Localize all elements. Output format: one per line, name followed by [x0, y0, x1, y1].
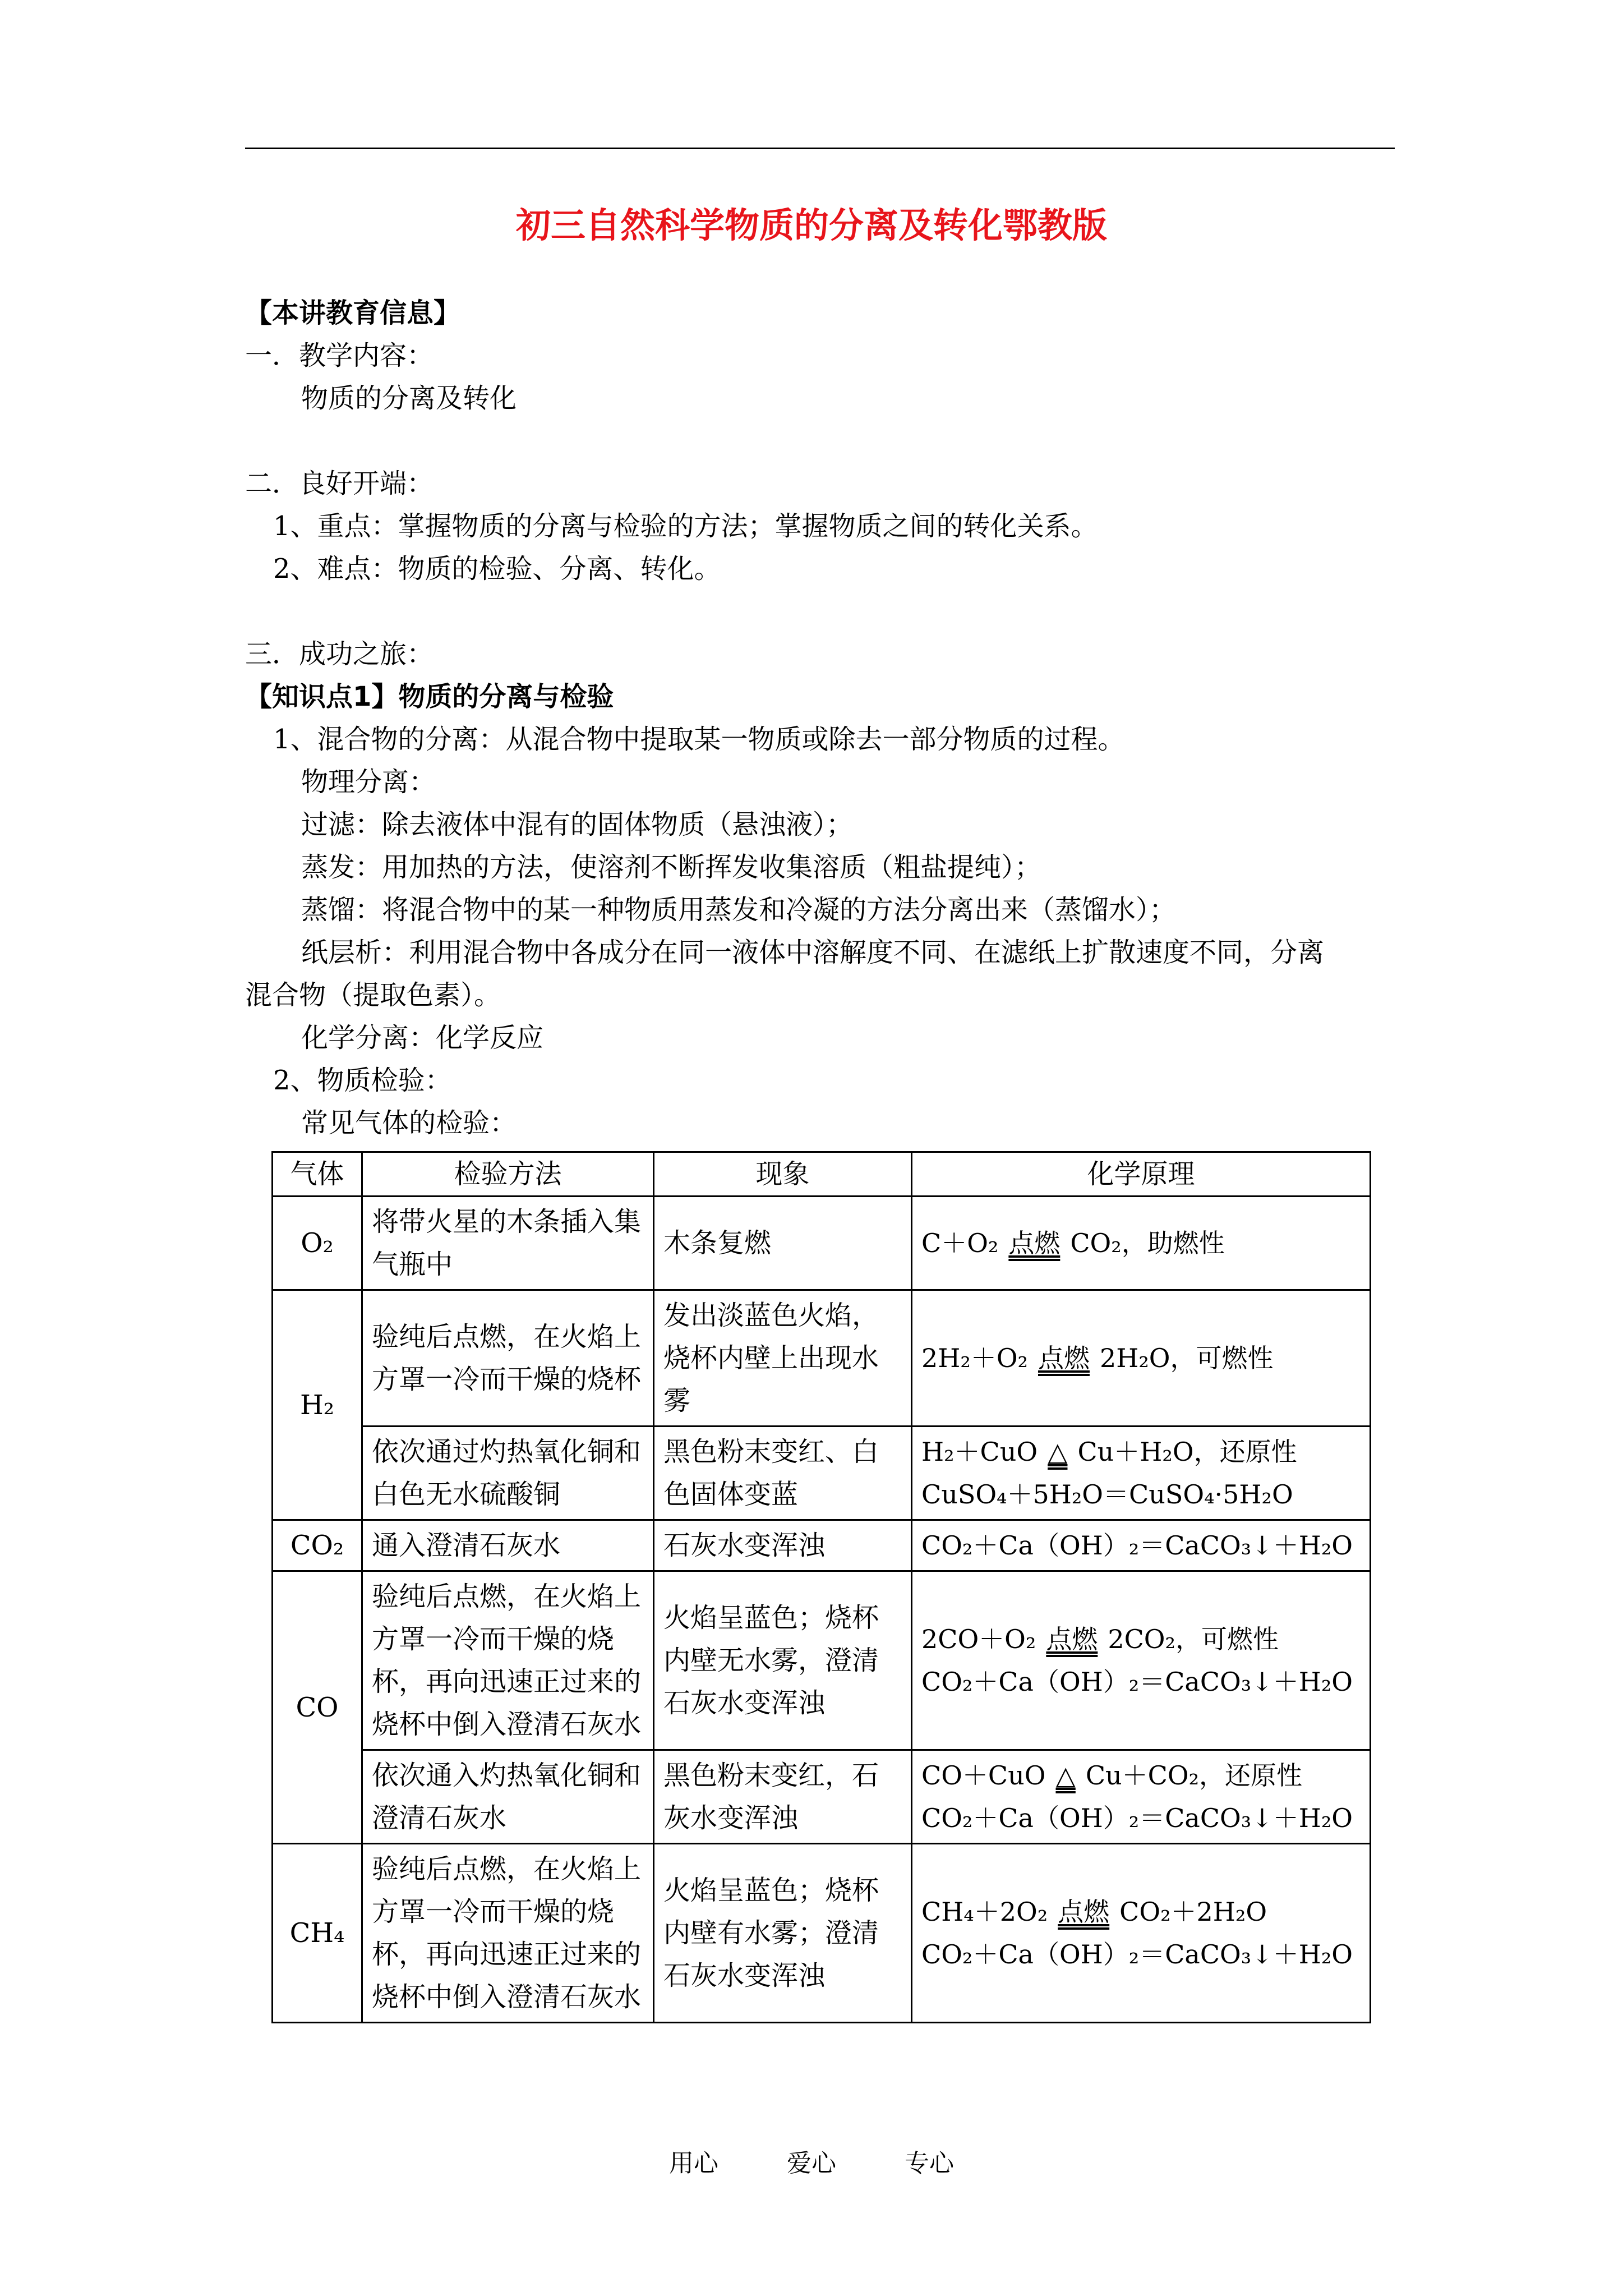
- header-rule: [245, 148, 1395, 149]
- principle: [912, 1290, 1371, 1427]
- table-row: [273, 1197, 1371, 1290]
- equation-right: Cu＋H₂O，还原性: [1077, 1437, 1297, 1467]
- reaction-condition: △: [1048, 1437, 1068, 1467]
- gas-name: H₂: [273, 1290, 362, 1520]
- key-point: 1、重点：掌握物质的分离与检验的方法；掌握物质之间的转化关系。: [273, 510, 1098, 542]
- gas-name: CO₂: [273, 1520, 362, 1571]
- principle: [912, 1571, 1371, 1750]
- table-row: [273, 1750, 1371, 1844]
- table-header-row: [273, 1152, 1371, 1197]
- chromatography-text-cont: 混合物（提取色素）。: [245, 979, 501, 1011]
- principle: [912, 1750, 1371, 1844]
- header-method: 检验方法: [362, 1152, 654, 1197]
- equation-left: H₂＋CuO: [921, 1437, 1038, 1467]
- header-phenomenon: 现象: [654, 1152, 912, 1197]
- header-gas: 气体: [273, 1152, 362, 1197]
- test-method: 验纯后点燃，在火焰上方罩一冷而干燥的烧杯，再向迅速正过来的烧杯中倒入澄清石灰水: [362, 1571, 654, 1750]
- section-header: 【本讲教育信息】: [245, 297, 461, 329]
- equation: CO₂＋Ca（OH）₂＝CaCO₃↓＋H₂O: [921, 1939, 1353, 1970]
- test-method: 验纯后点燃，在火焰上方罩一冷而干燥的烧杯: [362, 1290, 654, 1427]
- filtration-text: 过滤：除去液体中混有的固体物质（悬浊液）；: [301, 809, 854, 840]
- equation-left: CO＋CuO: [921, 1760, 1046, 1791]
- reaction-condition: 点燃: [1008, 1228, 1061, 1258]
- gas-name: O₂: [273, 1197, 362, 1290]
- phenomenon: 火焰呈蓝色；烧杯内壁无水雾，澄清石灰水变浑浊: [654, 1571, 912, 1750]
- equation-right: 2H₂O，可燃性: [1099, 1343, 1274, 1373]
- equation-right: CO₂，助燃性: [1070, 1228, 1225, 1258]
- heading-teaching-content: 一．教学内容：: [245, 340, 434, 371]
- phenomenon: 木条复燃: [654, 1197, 912, 1290]
- test-method: 验纯后点燃，在火焰上方罩一冷而干燥的烧杯，再向迅速正过来的烧杯中倒入澄清石灰水: [362, 1844, 654, 2023]
- footer-word: 专心: [905, 2149, 954, 2178]
- knowledge-point-1: 【知识点1】物质的分离与检验: [245, 681, 614, 712]
- principle: CO₂＋Ca（OH）₂＝CaCO₃↓＋H₂O: [912, 1520, 1371, 1571]
- page-footer: [0, 2143, 1623, 2179]
- table-row: [273, 1427, 1371, 1520]
- phenomenon: 黑色粉末变红，石灰水变浑浊: [654, 1750, 912, 1844]
- reaction-condition: 点燃: [1038, 1343, 1090, 1373]
- reaction-condition: △: [1055, 1760, 1076, 1791]
- header-principle: 化学原理: [912, 1152, 1371, 1197]
- principle: [912, 1844, 1371, 2023]
- heading-success: 三．成功之旅：: [245, 638, 434, 670]
- phenomenon: 石灰水变浑浊: [654, 1520, 912, 1571]
- equation-right: Cu＋CO₂，还原性: [1085, 1760, 1303, 1791]
- equation-left: 2H₂＋O₂: [921, 1343, 1028, 1373]
- chemical-separation: 化学分离：化学反应: [301, 1022, 544, 1053]
- physical-separation: 物理分离：: [301, 766, 436, 798]
- equation-left: 2CO＋O₂: [921, 1624, 1036, 1654]
- test-method: 依次通过灼热氧化铜和白色无水硫酸铜: [362, 1427, 654, 1520]
- table-row: [273, 1844, 1371, 2023]
- gas-testing-caption: 常见气体的检验：: [301, 1107, 517, 1139]
- test-method: 通入澄清石灰水: [362, 1520, 654, 1571]
- phenomenon: 黑色粉末变红、白色固体变蓝: [654, 1427, 912, 1520]
- reaction-condition: 点燃: [1046, 1624, 1098, 1654]
- equation-left: C＋O₂: [921, 1228, 999, 1258]
- heading-good-start: 二．良好开端：: [245, 468, 434, 499]
- equation: CO₂＋Ca（OH）₂＝CaCO₃↓＋H₂O: [921, 1803, 1353, 1833]
- phenomenon: 火焰呈蓝色；烧杯内壁有水雾；澄清石灰水变浑浊: [654, 1844, 912, 2023]
- reaction-condition: 点燃: [1058, 1897, 1110, 1927]
- equation: CO₂＋Ca（OH）₂＝CaCO₃↓＋H₂O: [921, 1667, 1353, 1697]
- table-row: [273, 1571, 1371, 1750]
- table-row: [273, 1290, 1371, 1427]
- principle: [912, 1197, 1371, 1290]
- gas-testing-table: [271, 1151, 1371, 2023]
- equation-right: CO₂＋2H₂O: [1119, 1897, 1267, 1927]
- equation-left: CH₄＋2O₂: [921, 1897, 1048, 1927]
- difficult-point: 2、难点：物质的检验、分离、转化。: [273, 553, 721, 585]
- substance-testing: 2、物质检验：: [273, 1065, 452, 1096]
- mixture-separation: 1、混合物的分离：从混合物中提取某一物质或除去一部分物质的过程。: [273, 724, 1125, 755]
- evaporation-text: 蒸发：用加热的方法，使溶剂不断挥发收集溶质（粗盐提纯）；: [301, 852, 1042, 883]
- test-method: 将带火星的木条插入集气瓶中: [362, 1197, 654, 1290]
- equation: CuSO₄＋5H₂O＝CuSO₄·5H₂O: [921, 1479, 1293, 1510]
- chromatography-text: 纸层析：利用混合物中各成分在同一液体中溶解度不同、在滤纸上扩散速度不同，分离: [301, 937, 1325, 968]
- gas-name: CO: [273, 1571, 362, 1844]
- test-method: 依次通入灼热氧化铜和澄清石灰水: [362, 1750, 654, 1844]
- principle: [912, 1427, 1371, 1520]
- distillation-text: 蒸馏：将混合物中的某一种物质用蒸发和冷凝的方法分离出来（蒸馏水）；: [301, 894, 1177, 926]
- phenomenon: 发出淡蓝色火焰，烧杯内壁上出现水雾: [654, 1290, 912, 1427]
- equation-right: 2CO₂，可燃性: [1108, 1624, 1279, 1654]
- footer-word: 爱心: [787, 2149, 836, 2178]
- gas-name: CH₄: [273, 1844, 362, 2023]
- footer-word: 用心: [669, 2149, 718, 2178]
- table-row: [273, 1520, 1371, 1571]
- page-title: 初三自然科学物质的分离及转化鄂教版: [515, 205, 1107, 246]
- teaching-content-text: 物质的分离及转化: [301, 383, 517, 414]
